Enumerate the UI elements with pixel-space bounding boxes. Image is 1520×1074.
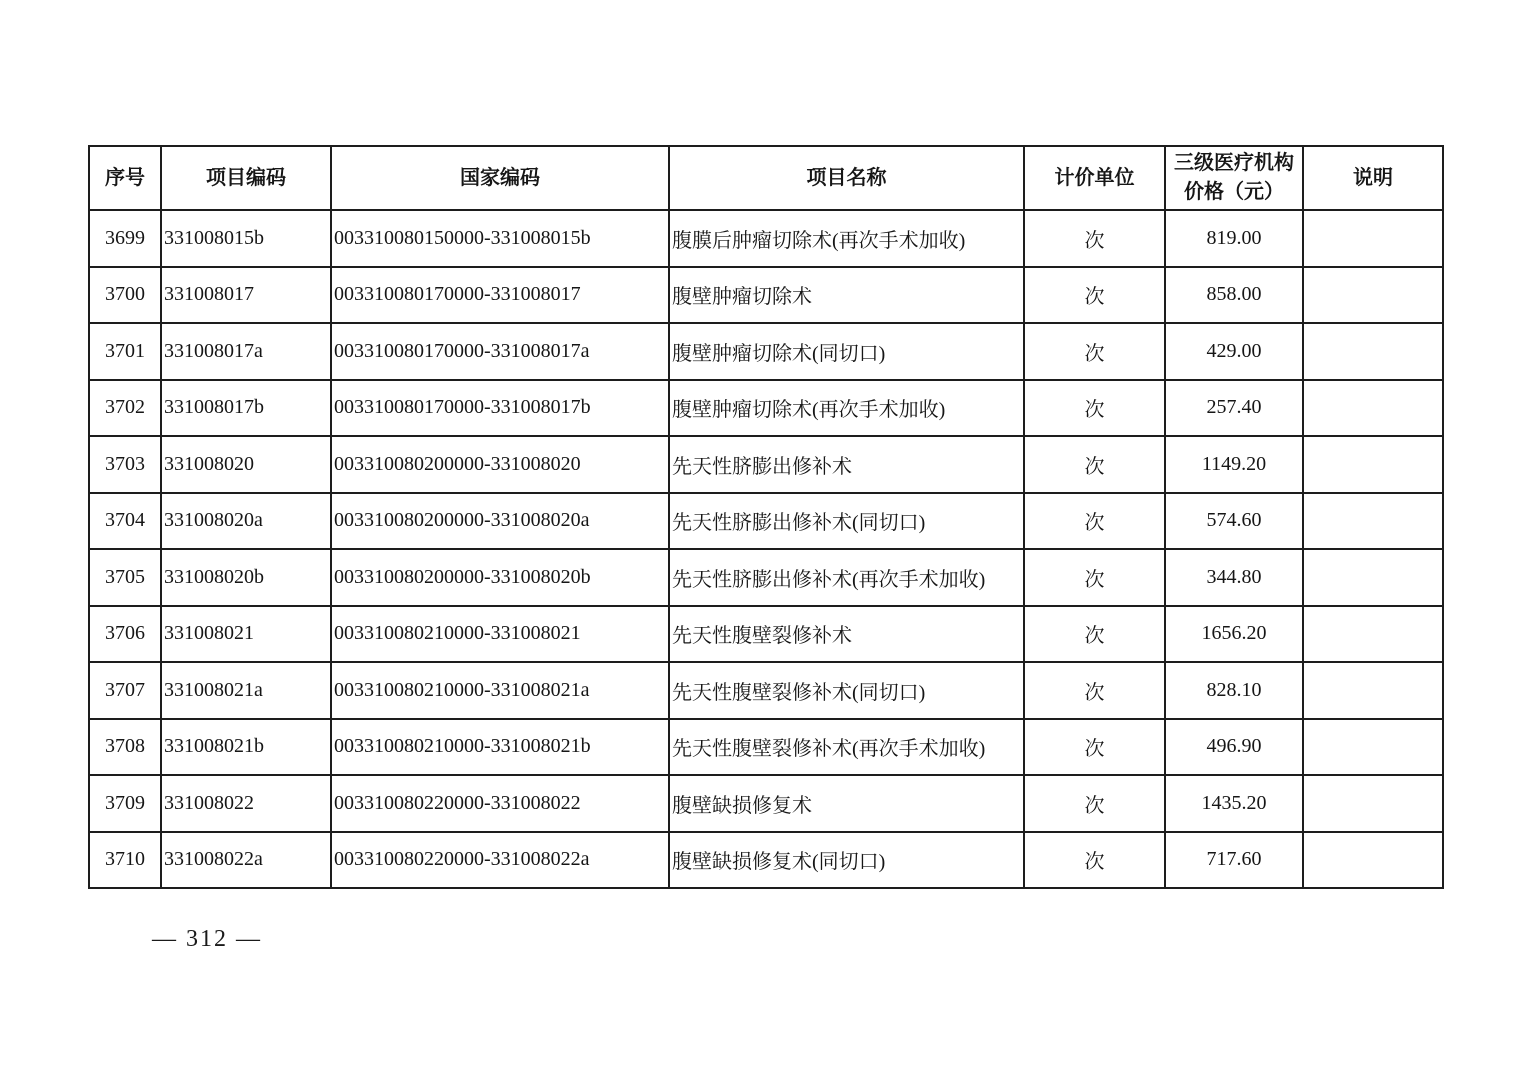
cell-item-name: 腹壁缺损修复术 bbox=[669, 775, 1024, 832]
cell-price: 257.40 bbox=[1165, 380, 1303, 437]
table-row bbox=[89, 832, 1443, 889]
table-row bbox=[89, 210, 1443, 267]
cell-seq: 3702 bbox=[89, 380, 161, 437]
cell-item-name: 先天性腹壁裂修补术(再次手术加收) bbox=[669, 719, 1024, 776]
cell-national-code: 003310080200000-331008020b bbox=[331, 549, 669, 606]
cell-note bbox=[1303, 267, 1443, 324]
cell-note bbox=[1303, 436, 1443, 493]
cell-national-code: 003310080200000-331008020 bbox=[331, 436, 669, 493]
cell-note bbox=[1303, 493, 1443, 550]
header-row bbox=[89, 146, 1443, 210]
cell-national-code: 003310080170000-331008017b bbox=[331, 380, 669, 437]
table-row bbox=[89, 380, 1443, 437]
cell-unit: 次 bbox=[1024, 606, 1165, 663]
table-row bbox=[89, 775, 1443, 832]
cell-unit: 次 bbox=[1024, 719, 1165, 776]
cell-unit: 次 bbox=[1024, 267, 1165, 324]
cell-national-code: 003310080170000-331008017 bbox=[331, 267, 669, 324]
cell-project-code: 331008020 bbox=[161, 436, 331, 493]
header-project-code: 项目编码 bbox=[161, 146, 331, 210]
table-row bbox=[89, 493, 1443, 550]
cell-project-code: 331008021a bbox=[161, 662, 331, 719]
cell-item-name: 先天性脐膨出修补术(再次手术加收) bbox=[669, 549, 1024, 606]
header-item-name: 项目名称 bbox=[669, 146, 1024, 210]
cell-note bbox=[1303, 323, 1443, 380]
cell-project-code: 331008017b bbox=[161, 380, 331, 437]
header-unit: 计价单位 bbox=[1024, 146, 1165, 210]
cell-price: 1656.20 bbox=[1165, 606, 1303, 663]
cell-item-name: 腹壁肿瘤切除术 bbox=[669, 267, 1024, 324]
table-row bbox=[89, 606, 1443, 663]
cell-unit: 次 bbox=[1024, 323, 1165, 380]
cell-project-code: 331008020b bbox=[161, 549, 331, 606]
cell-seq: 3704 bbox=[89, 493, 161, 550]
cell-note bbox=[1303, 380, 1443, 437]
cell-national-code: 003310080210000-331008021 bbox=[331, 606, 669, 663]
header-note: 说明 bbox=[1303, 146, 1443, 210]
page-number: — 312 — bbox=[152, 926, 262, 952]
cell-price: 344.80 bbox=[1165, 549, 1303, 606]
cell-project-code: 331008017a bbox=[161, 323, 331, 380]
cell-seq: 3707 bbox=[89, 662, 161, 719]
cell-national-code: 003310080150000-331008015b bbox=[331, 210, 669, 267]
header-seq: 序号 bbox=[89, 146, 161, 210]
cell-price: 717.60 bbox=[1165, 832, 1303, 889]
cell-item-name: 先天性脐膨出修补术(同切口) bbox=[669, 493, 1024, 550]
cell-note bbox=[1303, 832, 1443, 889]
cell-item-name: 先天性腹壁裂修补术(同切口) bbox=[669, 662, 1024, 719]
cell-seq: 3701 bbox=[89, 323, 161, 380]
cell-unit: 次 bbox=[1024, 493, 1165, 550]
cell-seq: 3700 bbox=[89, 267, 161, 324]
cell-unit: 次 bbox=[1024, 380, 1165, 437]
table-row bbox=[89, 323, 1443, 380]
cell-item-name: 腹壁肿瘤切除术(同切口) bbox=[669, 323, 1024, 380]
cell-unit: 次 bbox=[1024, 662, 1165, 719]
cell-item-name: 腹膜后肿瘤切除术(再次手术加收) bbox=[669, 210, 1024, 267]
cell-note bbox=[1303, 549, 1443, 606]
cell-unit: 次 bbox=[1024, 775, 1165, 832]
table-row bbox=[89, 436, 1443, 493]
cell-national-code: 003310080210000-331008021b bbox=[331, 719, 669, 776]
cell-project-code: 331008020a bbox=[161, 493, 331, 550]
cell-seq: 3710 bbox=[89, 832, 161, 889]
cell-national-code: 003310080220000-331008022 bbox=[331, 775, 669, 832]
cell-note bbox=[1303, 775, 1443, 832]
cell-price: 1435.20 bbox=[1165, 775, 1303, 832]
cell-item-name: 腹壁肿瘤切除术(再次手术加收) bbox=[669, 380, 1024, 437]
cell-project-code: 331008022a bbox=[161, 832, 331, 889]
cell-seq: 3699 bbox=[89, 210, 161, 267]
cell-item-name: 腹壁缺损修复术(同切口) bbox=[669, 832, 1024, 889]
table-row bbox=[89, 267, 1443, 324]
table-body bbox=[89, 210, 1443, 888]
cell-project-code: 331008022 bbox=[161, 775, 331, 832]
cell-seq: 3706 bbox=[89, 606, 161, 663]
cell-seq: 3705 bbox=[89, 549, 161, 606]
cell-seq: 3709 bbox=[89, 775, 161, 832]
cell-price: 1149.20 bbox=[1165, 436, 1303, 493]
table-row bbox=[89, 719, 1443, 776]
cell-price: 858.00 bbox=[1165, 267, 1303, 324]
cell-item-name: 先天性腹壁裂修补术 bbox=[669, 606, 1024, 663]
cell-note bbox=[1303, 662, 1443, 719]
header-price: 三级医疗机构价格（元） bbox=[1165, 146, 1303, 210]
cell-national-code: 003310080200000-331008020a bbox=[331, 493, 669, 550]
cell-price: 828.10 bbox=[1165, 662, 1303, 719]
cell-national-code: 003310080170000-331008017a bbox=[331, 323, 669, 380]
cell-seq: 3708 bbox=[89, 719, 161, 776]
table-row bbox=[89, 549, 1443, 606]
cell-price: 429.00 bbox=[1165, 323, 1303, 380]
cell-unit: 次 bbox=[1024, 549, 1165, 606]
cell-project-code: 331008015b bbox=[161, 210, 331, 267]
cell-unit: 次 bbox=[1024, 210, 1165, 267]
header-national-code: 国家编码 bbox=[331, 146, 669, 210]
cell-project-code: 331008021 bbox=[161, 606, 331, 663]
table-row bbox=[89, 662, 1443, 719]
cell-national-code: 003310080220000-331008022a bbox=[331, 832, 669, 889]
cell-unit: 次 bbox=[1024, 436, 1165, 493]
cell-note bbox=[1303, 606, 1443, 663]
cell-project-code: 331008017 bbox=[161, 267, 331, 324]
cell-price: 819.00 bbox=[1165, 210, 1303, 267]
cell-note bbox=[1303, 210, 1443, 267]
cell-price: 496.90 bbox=[1165, 719, 1303, 776]
cell-note bbox=[1303, 719, 1443, 776]
cell-unit: 次 bbox=[1024, 832, 1165, 889]
cell-national-code: 003310080210000-331008021a bbox=[331, 662, 669, 719]
price-table bbox=[88, 145, 1444, 889]
cell-seq: 3703 bbox=[89, 436, 161, 493]
cell-item-name: 先天性脐膨出修补术 bbox=[669, 436, 1024, 493]
cell-project-code: 331008021b bbox=[161, 719, 331, 776]
cell-price: 574.60 bbox=[1165, 493, 1303, 550]
